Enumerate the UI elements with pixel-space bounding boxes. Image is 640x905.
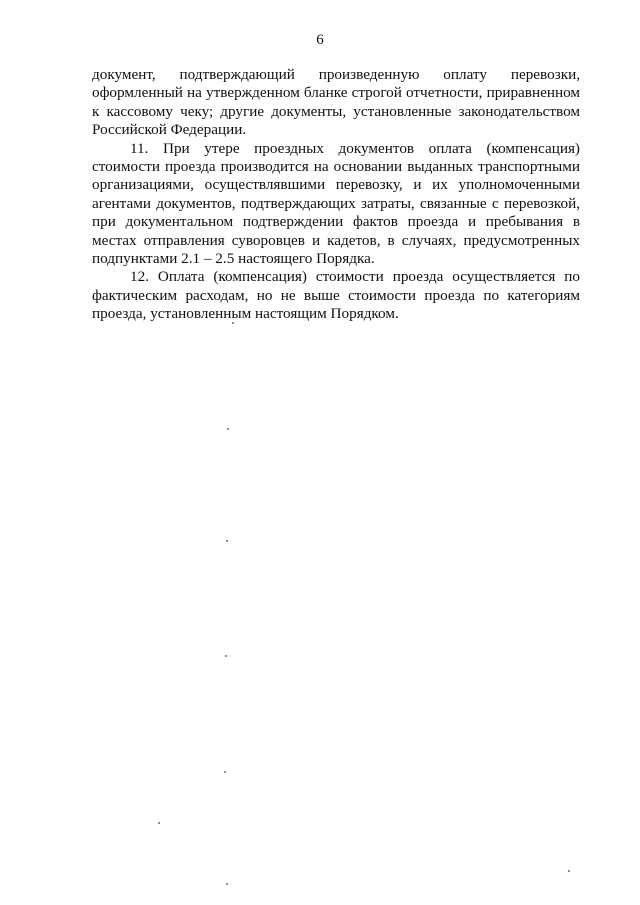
scan-artifact-dot	[224, 771, 226, 773]
scan-artifact-dot	[226, 540, 228, 542]
paragraph-continuation: документ, подтверждающий произведенную оплату перевозки, оформленный на утвержденном бланке строгой отчетности, приравненном к кассовому чеку; другие документы, установленные законодательством Российской Федерации.	[92, 66, 580, 139]
scan-artifact-dot	[226, 883, 228, 885]
scan-artifact-dot	[568, 870, 570, 872]
page-number: 6	[316, 32, 324, 48]
paragraph-11: 11. При утере проездных документов оплата (компенсация) стоимости проезда производится на основании выданных транспортными организациями, осуществлявшими перевозку, и их уполномоченными агентами документов, подтверждающих затраты, связанные с перевозкой, при документальном подтверждении фактов проезда и пребывания в местах отправления суворовцев и кадетов, в случаях, предусмотренных подпунктами 2.1 – 2.5 настоящего Порядка.	[92, 139, 580, 268]
scan-artifact-dot	[232, 322, 234, 324]
paragraph-12: 12. Оплата (компенсация) стоимости проезда осуществляется по фактическим расходам, но не выше стоимости проезда по категориям проезда, установленным настоящим Порядком.	[92, 268, 580, 323]
scan-artifact-dot	[227, 428, 229, 430]
scan-artifact-dot	[225, 655, 227, 657]
scan-artifact-dot	[158, 822, 160, 824]
document-body	[92, 66, 580, 324]
